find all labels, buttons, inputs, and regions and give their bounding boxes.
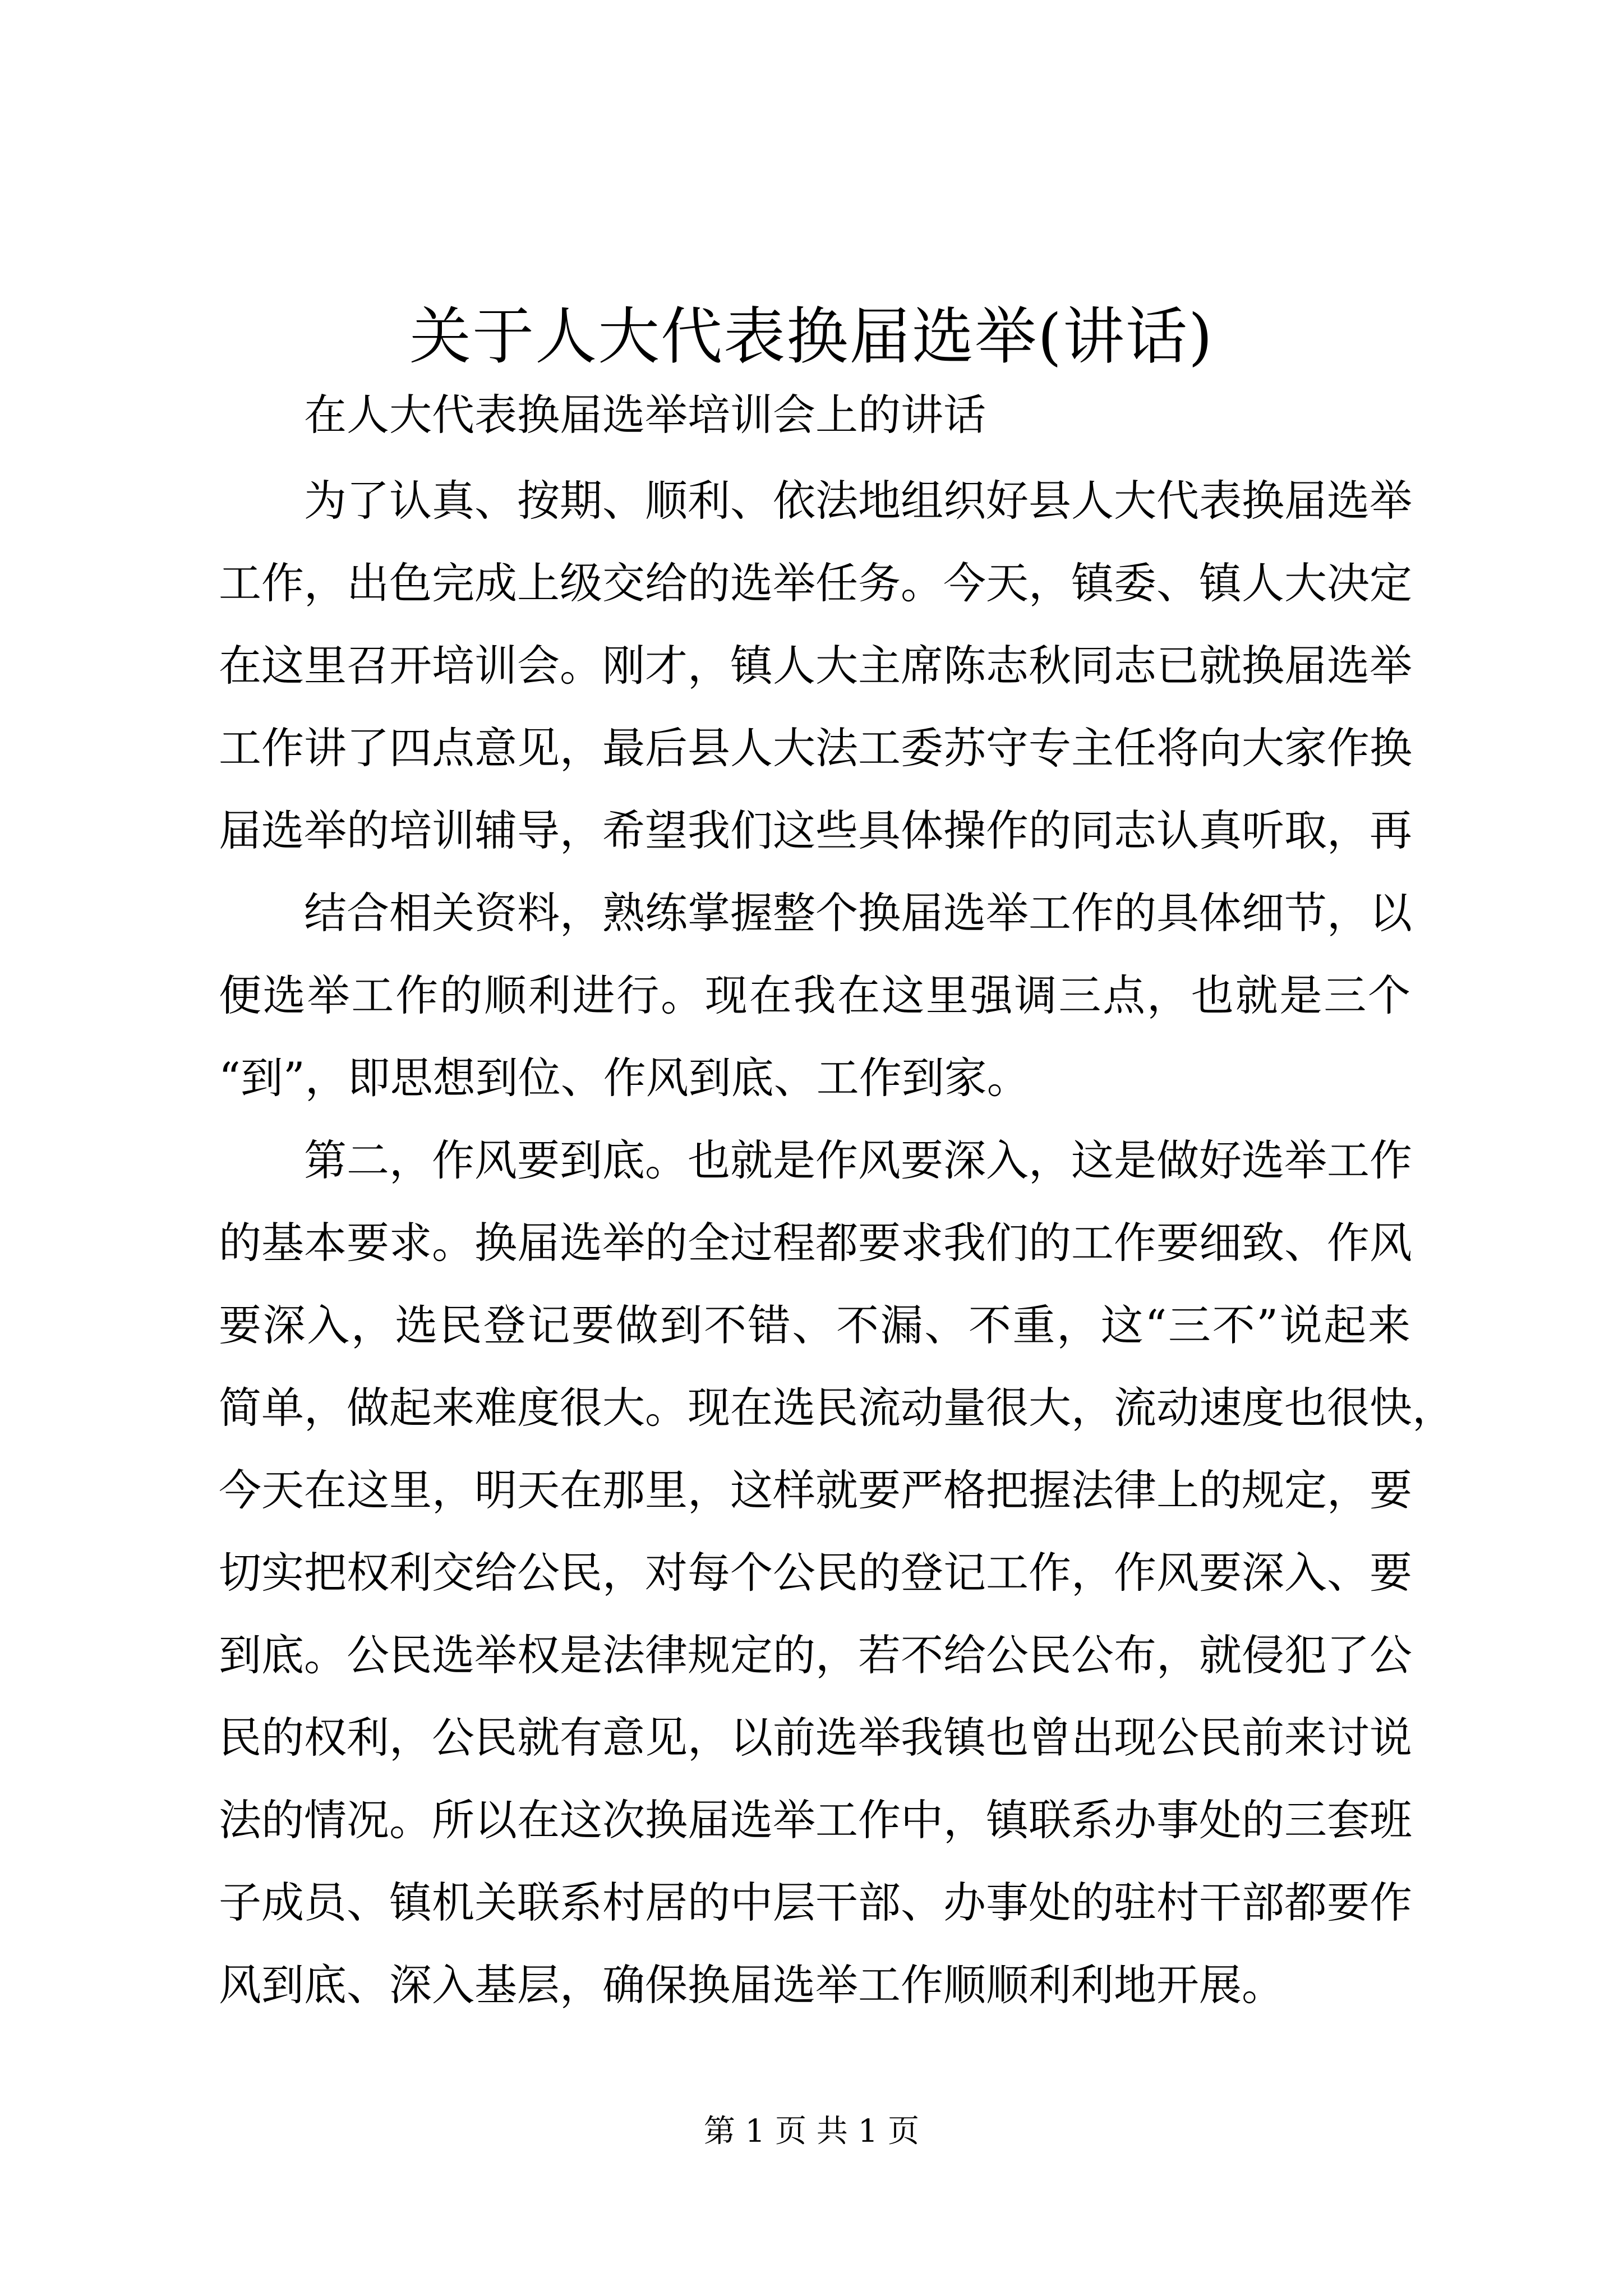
document-subtitle: 在人大代表换届选举培训会上的讲话 — [304, 390, 986, 440]
paragraph-line: 风到底、深入基层，确保换届选举工作顺顺利利地开展。 — [219, 1960, 1284, 2010]
document-title: 关于人大代表换届选举(讲话) — [409, 301, 1214, 372]
paragraph-line: 到底。公民选举权是法律规定的，若不给公民公布，就侵犯了公 — [219, 1630, 1412, 1680]
paragraph-line: 民的权利，公民就有意见，以前选举我镇也曾出现公民前来讨说 — [219, 1713, 1412, 1763]
page-footer: 第 1 页 共 1 页 — [703, 2113, 920, 2150]
paragraph-line: 今天在这里，明天在那里，这样就要严格把握法律上的规定，要 — [219, 1465, 1412, 1515]
paragraph-line: 第二，作风要到底。也就是作风要深入，这是做好选举工作 — [304, 1135, 1412, 1185]
paragraph-line: 为了认真、按期、顺利、依法地组织好县人大代表换届选举 — [304, 476, 1412, 526]
paragraph-line: 在这里召开培训会。刚才，镇人大主席陈志秋同志已就换届选举 — [219, 641, 1412, 691]
paragraph-line: 便选举工作的顺利进行。现在我在这里强调三点，也就是三个 — [219, 970, 1410, 1020]
paragraph-line: 结合相关资料，熟练掌握整个换届选举工作的具体细节，以 — [304, 888, 1412, 938]
paragraph-line: “到”，即思想到位、作风到底、工作到家。 — [219, 1053, 1030, 1103]
paragraph-line: 工作，出色完成上级交给的选举任务。今天，镇委、镇人大决定 — [219, 558, 1412, 608]
paragraph-line: 简单，做起来难度很大。现在选民流动量很大，流动速度也很快， — [219, 1383, 1455, 1433]
paragraph-line: 切实把权利交给公民，对每个公民的登记工作，作风要深入、要 — [219, 1548, 1412, 1598]
paragraph-line: 子成员、镇机关联系村居的中层干部、办事处的驻村干部都要作 — [219, 1878, 1412, 1927]
paragraph-line: 工作讲了四点意见，最后县人大法工委苏守专主任将向大家作换 — [219, 723, 1412, 773]
paragraph-line: 要深入，选民登记要做到不错、不漏、不重，这“三不”说起来 — [219, 1300, 1410, 1350]
paragraph-line: 的基本要求。换届选举的全过程都要求我们的工作要细致、作风 — [219, 1218, 1412, 1268]
paragraph-line: 法的情况。所以在这次换届选举工作中，镇联系办事处的三套班 — [219, 1795, 1412, 1845]
paragraph-line: 届选举的培训辅导，希望我们这些具体操作的同志认真听取，再 — [219, 806, 1412, 855]
